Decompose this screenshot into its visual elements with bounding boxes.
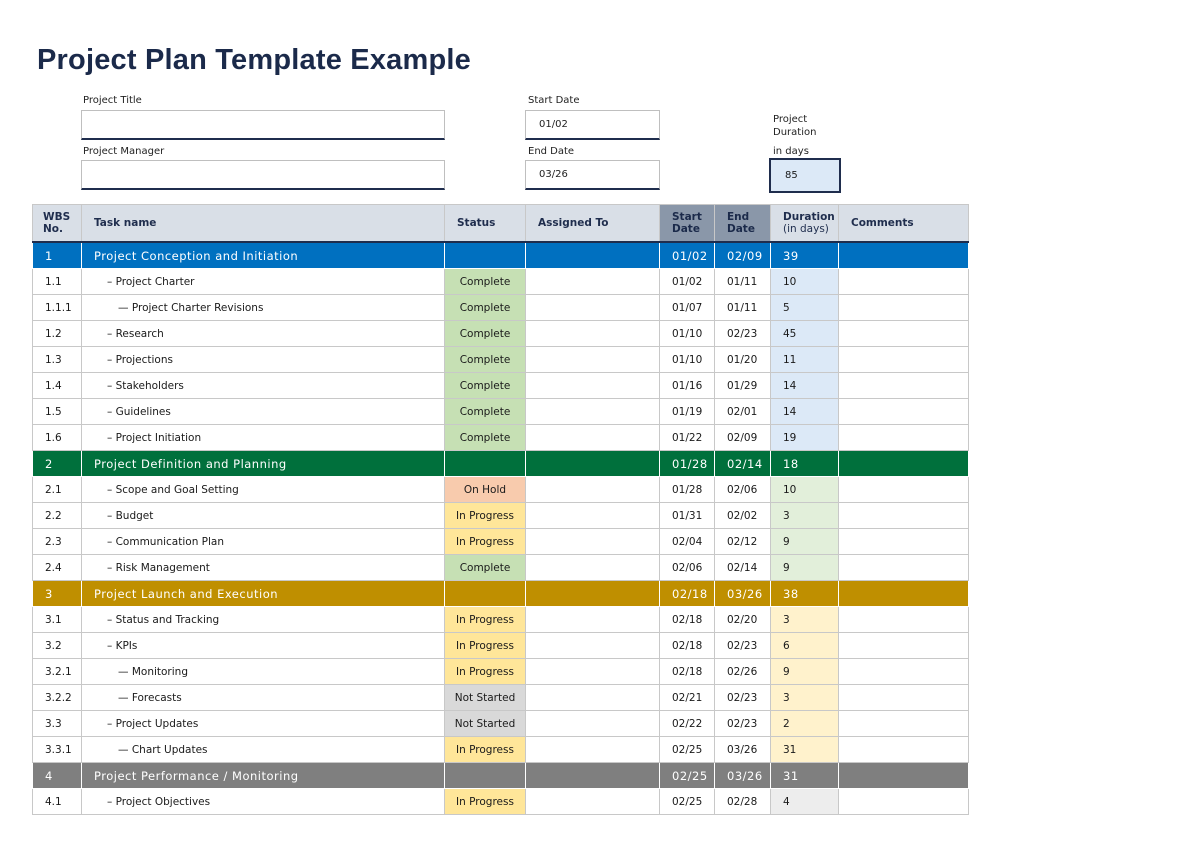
- cell-end-date: 02/20: [715, 607, 771, 633]
- table-header-row: [33, 205, 969, 243]
- cell-start-date: 01/10: [660, 321, 715, 347]
- cell-status[interactable]: Complete: [445, 399, 526, 425]
- cell-wbs: 3.1: [33, 607, 82, 633]
- task-row: [33, 347, 969, 373]
- cell-assigned-to[interactable]: [526, 503, 660, 529]
- cell-end-date: 01/29: [715, 373, 771, 399]
- project-manager-label: Project Manager: [83, 146, 165, 157]
- cell-task-name: – Risk Management: [82, 555, 445, 581]
- cell-comments[interactable]: [839, 659, 969, 685]
- header-start-date: [660, 205, 715, 243]
- cell-task-name: – Project Charter: [82, 269, 445, 295]
- cell-end-date: 02/23: [715, 685, 771, 711]
- header-wbs: [33, 205, 82, 243]
- cell-duration: 3: [771, 503, 839, 529]
- cell-comments[interactable]: [839, 347, 969, 373]
- cell-comments[interactable]: [839, 503, 969, 529]
- cell-wbs: 3.2.1: [33, 659, 82, 685]
- cell-status[interactable]: Complete: [445, 269, 526, 295]
- cell-start-date: 01/02: [660, 242, 715, 269]
- cell-assigned-to[interactable]: [526, 321, 660, 347]
- task-row: [33, 295, 969, 321]
- task-row: [33, 425, 969, 451]
- cell-wbs: 1.1: [33, 269, 82, 295]
- cell-wbs: 1.6: [33, 425, 82, 451]
- phase-row: [33, 242, 969, 269]
- header-duration-line-1: Duration: [783, 211, 835, 223]
- start-date-label: Start Date: [528, 95, 580, 106]
- cell-task-name: – Project Objectives: [82, 789, 445, 815]
- table-body: [33, 242, 969, 815]
- cell-wbs: 2.4: [33, 555, 82, 581]
- cell-status[interactable]: Complete: [445, 295, 526, 321]
- cell-task-name: Project Launch and Execution: [82, 581, 445, 607]
- cell-assigned-to[interactable]: [526, 711, 660, 737]
- cell-start-date: 02/18: [660, 581, 715, 607]
- cell-status[interactable]: [445, 763, 526, 789]
- task-row: [33, 529, 969, 555]
- cell-task-name: — Chart Updates: [82, 737, 445, 763]
- cell-status[interactable]: In Progress: [445, 503, 526, 529]
- cell-start-date: 01/22: [660, 425, 715, 451]
- cell-status[interactable]: Complete: [445, 321, 526, 347]
- cell-start-date: 01/02: [660, 269, 715, 295]
- header-end-line-1: End: [727, 211, 750, 223]
- cell-duration: 10: [771, 269, 839, 295]
- cell-status[interactable]: Complete: [445, 347, 526, 373]
- cell-assigned-to[interactable]: [526, 581, 660, 607]
- cell-duration: 18: [771, 451, 839, 477]
- cell-wbs: 1.1.1: [33, 295, 82, 321]
- cell-start-date: 01/28: [660, 451, 715, 477]
- cell-status[interactable]: In Progress: [445, 529, 526, 555]
- cell-duration: 9: [771, 659, 839, 685]
- cell-status[interactable]: In Progress: [445, 789, 526, 815]
- cell-duration: 3: [771, 685, 839, 711]
- cell-assigned-to[interactable]: [526, 399, 660, 425]
- header-assigned-to: Assigned To: [526, 205, 660, 243]
- cell-start-date: 01/07: [660, 295, 715, 321]
- cell-task-name: – Communication Plan: [82, 529, 445, 555]
- cell-start-date: 02/18: [660, 659, 715, 685]
- cell-start-date: 02/21: [660, 685, 715, 711]
- cell-assigned-to[interactable]: [526, 242, 660, 269]
- cell-status[interactable]: In Progress: [445, 737, 526, 763]
- cell-duration: 2: [771, 711, 839, 737]
- cell-assigned-to[interactable]: [526, 633, 660, 659]
- cell-wbs: 4.1: [33, 789, 82, 815]
- header-task-name: Task name: [82, 205, 445, 243]
- header-start-line-2: Date: [672, 223, 700, 235]
- cell-end-date: 01/11: [715, 295, 771, 321]
- task-row: [33, 659, 969, 685]
- cell-end-date: 02/23: [715, 321, 771, 347]
- cell-duration: 38: [771, 581, 839, 607]
- cell-comments[interactable]: [839, 269, 969, 295]
- cell-start-date: 01/28: [660, 477, 715, 503]
- cell-status[interactable]: On Hold: [445, 477, 526, 503]
- cell-end-date: 02/02: [715, 503, 771, 529]
- cell-status[interactable]: [445, 242, 526, 269]
- cell-end-date: 03/26: [715, 581, 771, 607]
- cell-wbs: 2: [33, 451, 82, 477]
- header-end-date: [715, 205, 771, 243]
- cell-duration: 31: [771, 763, 839, 789]
- cell-end-date: 02/12: [715, 529, 771, 555]
- cell-task-name: – Budget: [82, 503, 445, 529]
- cell-wbs: 2.2: [33, 503, 82, 529]
- phase-row: [33, 763, 969, 789]
- cell-duration: 6: [771, 633, 839, 659]
- cell-task-name: – Project Updates: [82, 711, 445, 737]
- cell-task-name: — Forecasts: [82, 685, 445, 711]
- task-row: [33, 503, 969, 529]
- cell-comments[interactable]: [839, 737, 969, 763]
- task-row: [33, 789, 969, 815]
- cell-end-date: 02/01: [715, 399, 771, 425]
- cell-wbs: 2.3: [33, 529, 82, 555]
- cell-comments[interactable]: [839, 685, 969, 711]
- cell-start-date: 01/19: [660, 399, 715, 425]
- cell-start-date: 02/25: [660, 763, 715, 789]
- cell-assigned-to[interactable]: [526, 373, 660, 399]
- task-row: [33, 607, 969, 633]
- project-plan-table: [32, 204, 969, 815]
- cell-task-name: – Projections: [82, 347, 445, 373]
- cell-start-date: 01/31: [660, 503, 715, 529]
- cell-assigned-to[interactable]: [526, 347, 660, 373]
- cell-wbs: 3.3: [33, 711, 82, 737]
- cell-task-name: Project Definition and Planning: [82, 451, 445, 477]
- project-title-label: Project Title: [83, 95, 142, 106]
- task-row: [33, 685, 969, 711]
- task-row: [33, 477, 969, 503]
- cell-comments[interactable]: [839, 295, 969, 321]
- cell-duration: 10: [771, 477, 839, 503]
- cell-wbs: 1.4: [33, 373, 82, 399]
- header-end-line-2: Date: [727, 223, 755, 235]
- cell-duration: 14: [771, 399, 839, 425]
- header-duration-line-2: (in days): [783, 223, 829, 235]
- cell-status[interactable]: In Progress: [445, 607, 526, 633]
- page-title: Project Plan Template Example: [37, 44, 471, 76]
- task-row: [33, 373, 969, 399]
- cell-start-date: 02/18: [660, 607, 715, 633]
- end-date-label: End Date: [528, 146, 575, 157]
- cell-wbs: 1.2: [33, 321, 82, 347]
- cell-task-name: – Status and Tracking: [82, 607, 445, 633]
- cell-end-date: 02/23: [715, 633, 771, 659]
- task-row: [33, 321, 969, 347]
- cell-duration: 45: [771, 321, 839, 347]
- cell-end-date: 02/26: [715, 659, 771, 685]
- cell-task-name: – Research: [82, 321, 445, 347]
- cell-comments[interactable]: [839, 242, 969, 269]
- cell-assigned-to[interactable]: [526, 295, 660, 321]
- cell-assigned-to[interactable]: [526, 269, 660, 295]
- cell-comments[interactable]: [839, 633, 969, 659]
- cell-assigned-to[interactable]: [526, 555, 660, 581]
- cell-comments[interactable]: [839, 321, 969, 347]
- cell-start-date: 02/06: [660, 555, 715, 581]
- cell-assigned-to[interactable]: [526, 607, 660, 633]
- task-row: [33, 737, 969, 763]
- cell-end-date: 02/14: [715, 555, 771, 581]
- cell-comments[interactable]: [839, 399, 969, 425]
- cell-start-date: 02/22: [660, 711, 715, 737]
- header-wbs-line-1: WBS: [43, 211, 71, 223]
- cell-wbs: 3.2.2: [33, 685, 82, 711]
- cell-start-date: 02/25: [660, 789, 715, 815]
- cell-status[interactable]: In Progress: [445, 659, 526, 685]
- cell-task-name: – Guidelines: [82, 399, 445, 425]
- duration-units-label: in days: [773, 146, 809, 157]
- task-row: [33, 555, 969, 581]
- project-manager-field[interactable]: [81, 160, 445, 190]
- cell-task-name: — Project Charter Revisions: [82, 295, 445, 321]
- cell-start-date: 02/25: [660, 737, 715, 763]
- cell-wbs: 1: [33, 242, 82, 269]
- cell-assigned-to[interactable]: [526, 451, 660, 477]
- cell-assigned-to[interactable]: [526, 529, 660, 555]
- duration-label-line-1: Project: [773, 114, 808, 125]
- cell-end-date: 02/09: [715, 425, 771, 451]
- project-duration-value: 85: [769, 158, 841, 193]
- header-status: Status: [445, 205, 526, 243]
- cell-assigned-to[interactable]: [526, 789, 660, 815]
- start-date-field[interactable]: 01/02: [525, 110, 660, 140]
- cell-duration: 4: [771, 789, 839, 815]
- cell-end-date: 02/23: [715, 711, 771, 737]
- cell-duration: 9: [771, 555, 839, 581]
- cell-wbs: 2.1: [33, 477, 82, 503]
- task-row: [33, 399, 969, 425]
- cell-status[interactable]: Complete: [445, 373, 526, 399]
- cell-wbs: 3.2: [33, 633, 82, 659]
- cell-end-date: 03/26: [715, 763, 771, 789]
- cell-assigned-to[interactable]: [526, 425, 660, 451]
- header-wbs-line-2: No.: [43, 223, 63, 235]
- cell-end-date: 02/28: [715, 789, 771, 815]
- cell-assigned-to[interactable]: [526, 763, 660, 789]
- cell-end-date: 01/20: [715, 347, 771, 373]
- cell-duration: 19: [771, 425, 839, 451]
- cell-duration: 5: [771, 295, 839, 321]
- cell-duration: 3: [771, 607, 839, 633]
- cell-assigned-to[interactable]: [526, 737, 660, 763]
- cell-comments[interactable]: [839, 451, 969, 477]
- cell-task-name: – KPIs: [82, 633, 445, 659]
- end-date-field[interactable]: 03/26: [525, 160, 660, 190]
- phase-row: [33, 581, 969, 607]
- cell-duration: 39: [771, 242, 839, 269]
- task-row: [33, 633, 969, 659]
- cell-assigned-to[interactable]: [526, 685, 660, 711]
- cell-status[interactable]: In Progress: [445, 633, 526, 659]
- cell-start-date: 01/10: [660, 347, 715, 373]
- cell-task-name: – Project Initiation: [82, 425, 445, 451]
- cell-wbs: 1.3: [33, 347, 82, 373]
- project-duration-label: [773, 113, 816, 139]
- cell-status[interactable]: Complete: [445, 425, 526, 451]
- header-start-line-1: Start: [672, 211, 702, 223]
- cell-duration: 14: [771, 373, 839, 399]
- cell-comments[interactable]: [839, 581, 969, 607]
- cell-end-date: 02/09: [715, 242, 771, 269]
- cell-duration: 9: [771, 529, 839, 555]
- cell-end-date: 01/11: [715, 269, 771, 295]
- cell-comments[interactable]: [839, 789, 969, 815]
- cell-task-name: — Monitoring: [82, 659, 445, 685]
- cell-start-date: 01/16: [660, 373, 715, 399]
- cell-duration: 31: [771, 737, 839, 763]
- cell-start-date: 02/18: [660, 633, 715, 659]
- task-row: [33, 269, 969, 295]
- cell-end-date: 02/06: [715, 477, 771, 503]
- cell-duration: 11: [771, 347, 839, 373]
- cell-comments[interactable]: [839, 555, 969, 581]
- project-title-field[interactable]: [81, 110, 445, 140]
- cell-end-date: 02/14: [715, 451, 771, 477]
- cell-comments[interactable]: [839, 477, 969, 503]
- cell-wbs: 3.3.1: [33, 737, 82, 763]
- phase-row: [33, 451, 969, 477]
- cell-comments[interactable]: [839, 711, 969, 737]
- cell-assigned-to[interactable]: [526, 659, 660, 685]
- cell-comments[interactable]: [839, 373, 969, 399]
- cell-comments[interactable]: [839, 607, 969, 633]
- cell-task-name: – Stakeholders: [82, 373, 445, 399]
- cell-task-name: – Scope and Goal Setting: [82, 477, 445, 503]
- task-row: [33, 711, 969, 737]
- cell-comments[interactable]: [839, 763, 969, 789]
- cell-wbs: 4: [33, 763, 82, 789]
- header-comments: Comments: [839, 205, 969, 243]
- cell-assigned-to[interactable]: [526, 477, 660, 503]
- cell-status[interactable]: [445, 451, 526, 477]
- cell-wbs: 3: [33, 581, 82, 607]
- cell-end-date: 03/26: [715, 737, 771, 763]
- header-duration: [771, 205, 839, 243]
- cell-comments[interactable]: [839, 529, 969, 555]
- cell-wbs: 1.5: [33, 399, 82, 425]
- cell-status[interactable]: Complete: [445, 555, 526, 581]
- cell-status[interactable]: Not Started: [445, 685, 526, 711]
- cell-status[interactable]: [445, 581, 526, 607]
- cell-task-name: Project Conception and Initiation: [82, 242, 445, 269]
- duration-label-line-2: Duration: [773, 127, 817, 138]
- cell-comments[interactable]: [839, 425, 969, 451]
- cell-status[interactable]: Not Started: [445, 711, 526, 737]
- cell-start-date: 02/04: [660, 529, 715, 555]
- cell-task-name: Project Performance / Monitoring: [82, 763, 445, 789]
